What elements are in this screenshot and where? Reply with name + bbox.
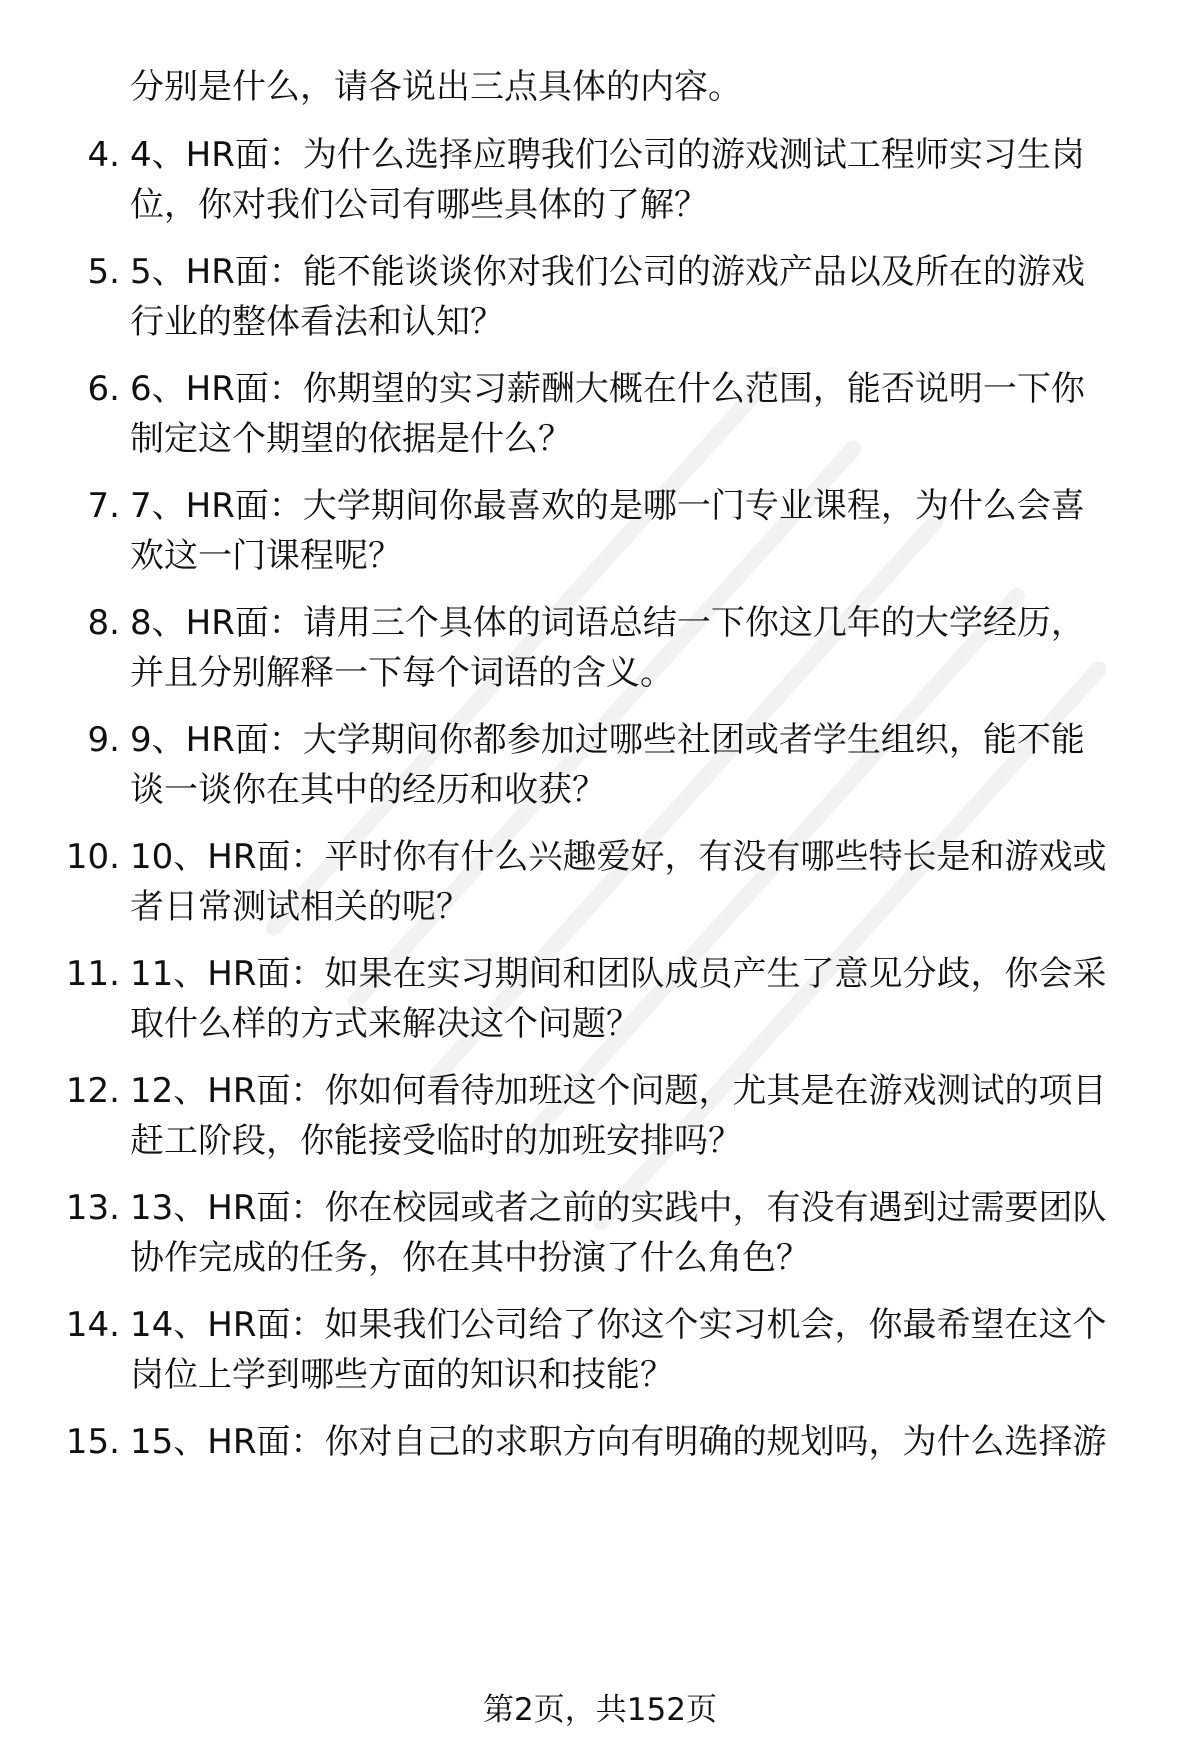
question-number: 12.	[65, 1071, 120, 1111]
question-text	[130, 364, 1165, 464]
question-number: 7.	[87, 486, 120, 526]
question-line: 10、HR面：平时你有什么兴趣爱好，有没有哪些特长是和游戏或	[130, 837, 1107, 877]
question-line: 8、HR面：请用三个具体的词语总结一下你这几年的大学经历，	[130, 603, 1085, 643]
question-number: 13.	[65, 1188, 120, 1228]
question-item-8	[0, 598, 1200, 698]
question-text	[130, 1066, 1165, 1166]
question-number: 4.	[87, 135, 120, 175]
question-line: 行业的整体看法和认知？	[130, 302, 504, 342]
question-line: 取什么样的方式来解决这个问题？	[130, 1004, 640, 1044]
question-number: 5.	[87, 252, 120, 292]
question-text	[130, 715, 1165, 815]
question-line: 位，你对我们公司有哪些具体的了解？	[130, 185, 708, 225]
question-line: 者日常测试相关的呢？	[130, 887, 470, 927]
question-text	[130, 832, 1165, 932]
question-item-5	[0, 247, 1200, 347]
question-line: 9、HR面：大学期间你都参加过哪些社团或者学生组织，能不能	[130, 720, 1085, 760]
question-text	[130, 598, 1165, 698]
question-number: 15.	[65, 1422, 120, 1462]
question-line: 14、HR面：如果我们公司给了你这个实习机会，你最希望在这个	[130, 1305, 1107, 1345]
question-line: 11、HR面：如果在实习期间和团队成员产生了意见分歧，你会采	[130, 954, 1107, 994]
question-line: 13、HR面：你在校园或者之前的实践中，有没有遇到过需要团队	[130, 1188, 1107, 1228]
question-line: 赶工阶段，你能接受临时的加班安排吗？	[130, 1121, 742, 1161]
question-number: 10.	[65, 837, 120, 877]
question-line: 岗位上学到哪些方面的知识和技能？	[130, 1355, 674, 1395]
question-item-7	[0, 481, 1200, 581]
question-line: 15、HR面：你对自己的求职方向有明确的规划吗，为什么选择游	[130, 1422, 1107, 1462]
question-line: 7、HR面：大学期间你最喜欢的是哪一门专业课程，为什么会喜	[130, 486, 1085, 526]
question-item-11	[0, 949, 1200, 1049]
question-number: 6.	[87, 369, 120, 409]
question-item-14	[0, 1300, 1200, 1400]
question-number: 14.	[65, 1305, 120, 1345]
question-item-4	[0, 130, 1200, 230]
question-line: 协作完成的任务，你在其中扮演了什么角色？	[130, 1238, 810, 1278]
question-item-10	[0, 832, 1200, 932]
question-item-13	[0, 1183, 1200, 1283]
question-line: 欢这一门课程呢？	[130, 536, 402, 576]
question-line: 并且分别解释一下每个词语的含义。	[130, 653, 674, 693]
question-text	[130, 1183, 1165, 1283]
question-line: 制定这个期望的依据是什么？	[130, 419, 572, 459]
question-number: 8.	[87, 603, 120, 643]
question-number: 11.	[65, 954, 120, 994]
question-text	[130, 130, 1165, 230]
question-line: 4、HR面：为什么选择应聘我们公司的游戏测试工程师实习生岗	[130, 135, 1085, 175]
question-text	[130, 1417, 1165, 1467]
question-line: 12、HR面：你如何看待加班这个问题，尤其是在游戏测试的项目	[130, 1071, 1107, 1111]
question-line: 6、HR面：你期望的实习薪酬大概在什么范围，能否说明一下你	[130, 369, 1085, 409]
question-number: 9.	[87, 720, 120, 760]
question-text	[130, 481, 1165, 581]
question-line: 谈一谈你在其中的经历和收获？	[130, 770, 606, 810]
question-text	[130, 1300, 1165, 1400]
question-text	[130, 949, 1165, 1049]
question-item-12	[0, 1066, 1200, 1166]
question-item-15	[0, 1417, 1200, 1517]
question-item-9	[0, 715, 1200, 815]
question-item-6	[0, 364, 1200, 464]
page-footer: 第2页，共152页	[483, 1692, 717, 1728]
question-text	[130, 247, 1165, 347]
question-line: 5、HR面：能不能谈谈你对我们公司的游戏产品以及所在的游戏	[130, 252, 1085, 292]
continuation-text: 分别是什么，请各说出三点具体的内容。	[130, 67, 742, 107]
